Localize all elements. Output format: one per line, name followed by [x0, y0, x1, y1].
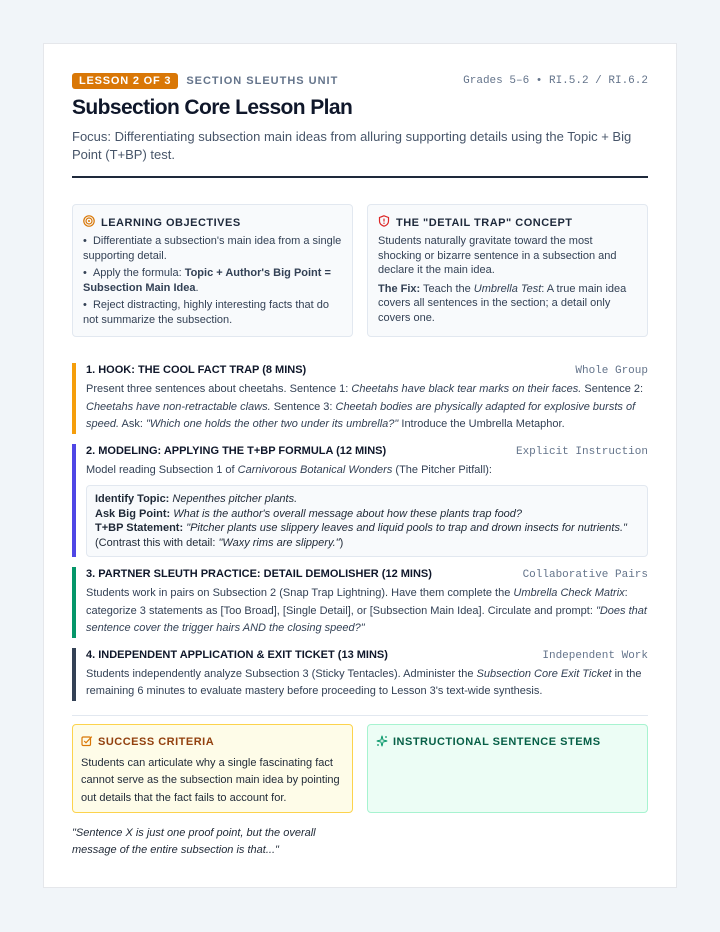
- step-hook: [72, 363, 648, 434]
- sentence-stem: "Sentence X is just one proof point, but the overall message of the entire subsection is that...": [72, 826, 316, 856]
- success-criteria-box: [72, 724, 353, 813]
- step-tag: Explicit Instruction: [515, 445, 648, 458]
- target-icon: [83, 215, 95, 230]
- learning-objectives-box: [72, 204, 353, 337]
- step-modeling: [72, 444, 648, 558]
- success-criteria-heading: SUCCESS CRITERIA: [98, 736, 215, 748]
- section-divider: [72, 715, 648, 716]
- step-title: 2. MODELING: APPLYING THE T+BP FORMULA (12 MINS): [86, 444, 387, 457]
- sentence-stems-heading: INSTRUCTIONAL SENTENCE STEMS: [393, 736, 601, 748]
- unit-label: SECTION SLEUTHS UNIT: [186, 75, 339, 87]
- grades-standards: Grades 5–6 • RI.5.2 / RI.6.2: [463, 75, 648, 87]
- header-meta: [72, 72, 648, 90]
- lesson-badge: LESSON 2 OF 3: [72, 73, 178, 89]
- detail-trap-body: Students naturally gravitate toward the most shocking or bizarre sentence in a subsection and declare it the main idea.: [378, 235, 617, 276]
- detail-trap-fix: The Fix: Teach the Umbrella Test: A true main idea covers all sentences in the section; a detail only covers one.: [378, 282, 627, 324]
- focus-statement: Focus: Differentiating subsection main ideas from alluring supporting details using the Topic + Big Point (T+BP) test.: [72, 129, 632, 162]
- checkbox-pencil-icon: [81, 735, 93, 750]
- step-tag: Whole Group: [575, 365, 648, 377]
- sparkles-icon: [376, 735, 388, 750]
- step-tag: Independent Work: [542, 649, 648, 662]
- step-title: 3. PARTNER SLEUTH PRACTICE: DETAIL DEMOLISHER (12 MINS): [86, 568, 432, 580]
- lesson-plan-card: [43, 43, 677, 888]
- step-title: 1. HOOK: THE COOL FACT TRAP (8 MINS): [86, 364, 307, 376]
- step-body: Students independently analyze Subsection 3 (Sticky Tentacles). Administer the Subsection Core Exit Ticket in the remaining 6 minutes to evaluate mastery before proceeding to Lesson 3's text-wide synthesis.: [86, 667, 642, 697]
- objectives-heading: LEARNING OBJECTIVES: [101, 216, 241, 229]
- step-title: 4. INDEPENDENT APPLICATION & EXIT TICKET (13 MINS): [86, 648, 388, 661]
- title-divider: [72, 176, 648, 178]
- step-independent: [72, 648, 648, 701]
- detail-trap-box: [367, 204, 648, 337]
- lesson-steps: [72, 363, 648, 701]
- success-criteria-body: Students can articulate why a single fascinating fact cannot serve as the subsection main idea by pointing out details that the fact fails to account for.: [81, 756, 340, 804]
- model-example-box: Identify Topic: Nepenthes pitcher plants. Ask Big Point: What is the author's overall message about how these plants trap food? T+BP Statement: "Pitcher plants use slippery leaves and liquid pools to trap and drown insects for nutrients." (Contrast this with detail: "Waxy rims are slippery."): [86, 485, 648, 557]
- step-body: Model reading Subsection 1 of Carnivorous Botanical Wonders (The Pitcher Pitfall):: [86, 463, 492, 476]
- step-partner-practice: [72, 567, 648, 638]
- detail-trap-heading: THE "DETAIL TRAP" CONCEPT: [396, 216, 573, 229]
- step-body: Students work in pairs on Subsection 2 (Snap Trap Lightning). Have them complete the Umbrella Check Matrix: categorize 3 statements as [Too Broad], [Single Detail], or [Subsection Main Idea]. Circulate and prompt: "Does that sentence cover the trigger hairs AND the closing speed?": [86, 587, 647, 634]
- page-title: Subsection Core Lesson Plan: [72, 96, 353, 119]
- sentence-stems-box: [367, 724, 648, 813]
- step-body: Present three sentences about cheetahs. Sentence 1: Cheetahs have black tear marks on their faces. Sentence 2: Cheetahs have non-retractable claws. Sentence 3: Cheetah bodies are physically adapted for explosive bursts of speed. Ask: "Which one holds the other two under its umbrella?" Introduce the Umbrella Metaphor.: [86, 383, 644, 430]
- objectives-list: [83, 234, 342, 327]
- shield-alert-icon: [378, 215, 390, 230]
- objective-item: • Differentiate a subsection's main idea from a single supporting detail.: [83, 235, 342, 262]
- objective-item: • Apply the formula: Topic + Author's Big Point = Subsection Main Idea.: [83, 267, 331, 294]
- objective-item: • Reject distracting, highly interesting facts that do not summarize the subsection.: [83, 299, 329, 326]
- step-tag: Collaborative Pairs: [522, 569, 648, 581]
